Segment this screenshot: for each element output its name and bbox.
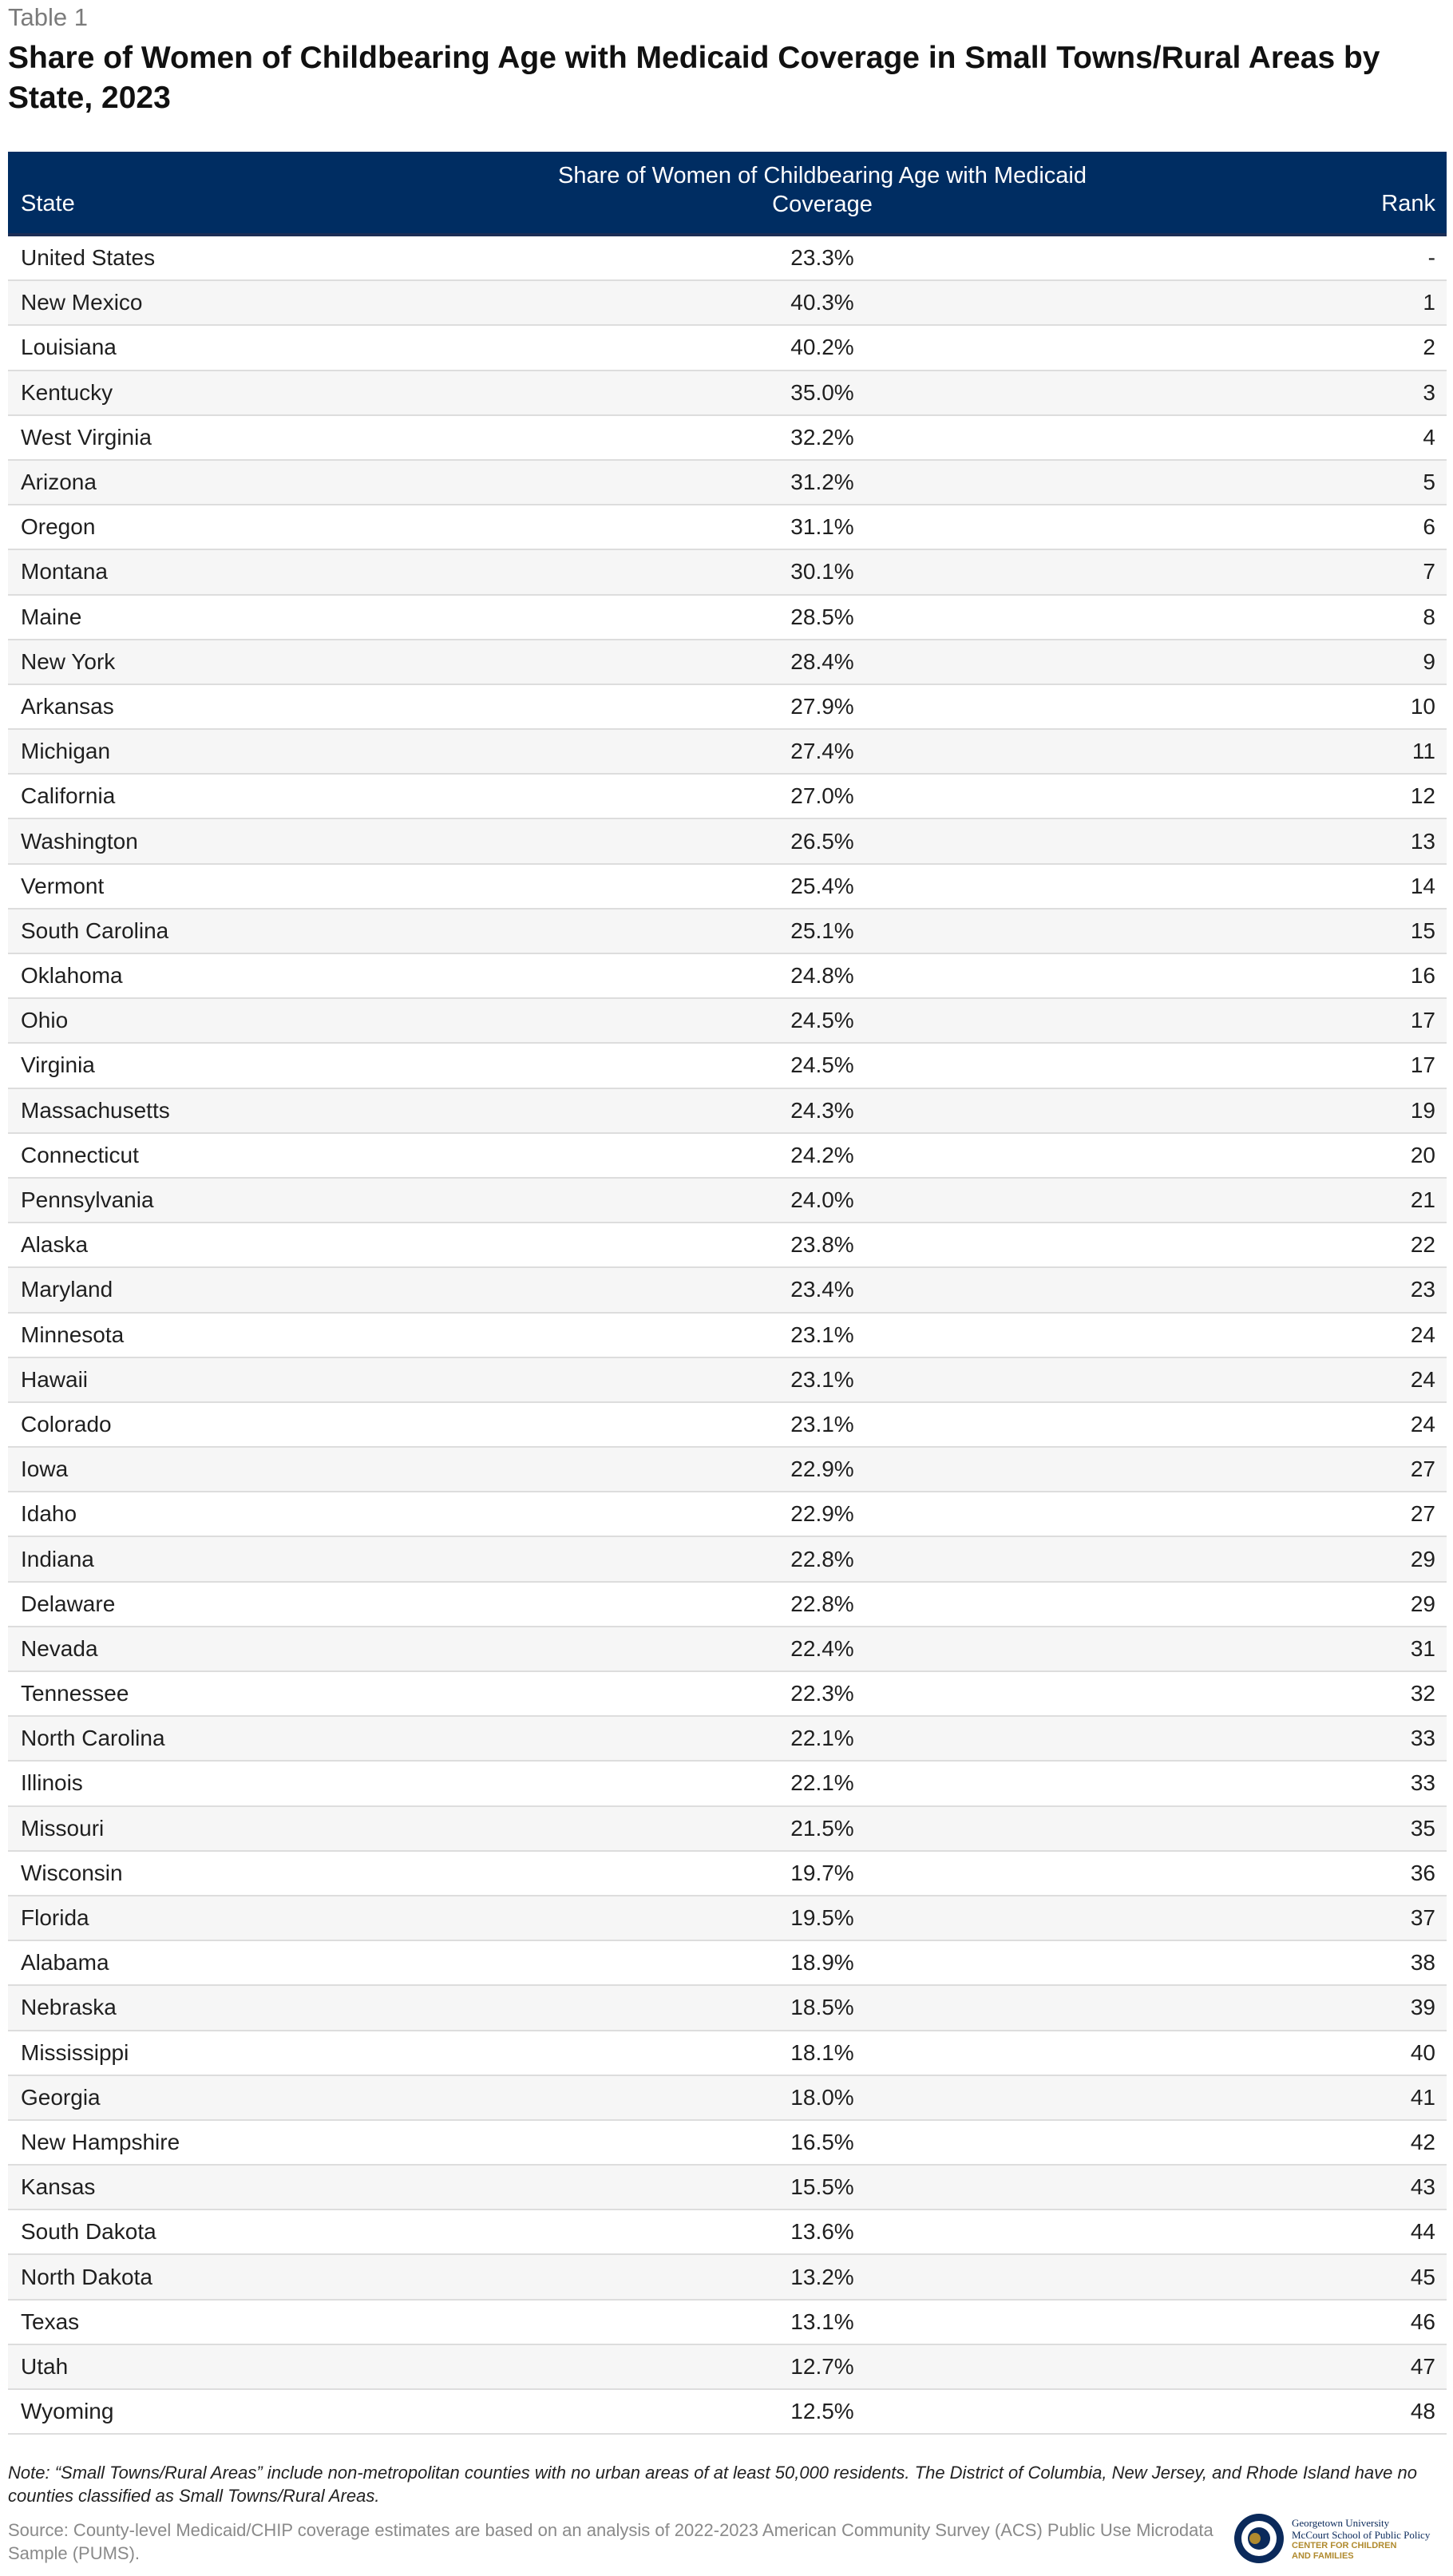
cell-rank: - <box>1427 245 1435 271</box>
column-header-rank: Rank <box>1381 191 1435 216</box>
cell-state: Hawaii <box>21 1366 89 1392</box>
cell-share: 30.1% <box>790 559 854 585</box>
table-row <box>8 1762 1447 1806</box>
cell-share: 28.4% <box>790 648 854 674</box>
cell-share: 13.1% <box>790 2308 854 2334</box>
cell-state: Arkansas <box>21 693 114 719</box>
cell-rank: 5 <box>1423 470 1435 495</box>
column-header-share: Share of Women of Childbearing Age with Medicaid Coverage <box>557 163 1087 217</box>
cell-rank: 27 <box>1410 1501 1435 1527</box>
table-row <box>8 1986 1447 2031</box>
cell-rank: 13 <box>1410 828 1435 854</box>
table-row <box>8 1403 1447 1448</box>
cell-share: 22.9% <box>790 1501 854 1527</box>
cell-rank: 17 <box>1410 1008 1435 1033</box>
cell-share: 24.8% <box>790 963 854 989</box>
cell-state: Minnesota <box>21 1322 125 1347</box>
cell-share: 24.5% <box>790 1052 854 1078</box>
table-row <box>8 1537 1447 1582</box>
table-row <box>8 640 1447 685</box>
cell-rank: 21 <box>1410 1187 1435 1213</box>
cell-rank: 20 <box>1410 1142 1435 1167</box>
table-body <box>8 236 1447 2435</box>
cell-rank: 7 <box>1423 559 1435 585</box>
cell-rank: 24 <box>1410 1322 1435 1347</box>
cell-rank: 4 <box>1423 424 1435 450</box>
cell-share: 22.1% <box>790 1726 854 1751</box>
cell-rank: 24 <box>1410 1411 1435 1437</box>
cell-share: 27.9% <box>790 693 854 719</box>
data-table <box>8 152 1447 2435</box>
table-row <box>8 1896 1447 1941</box>
cell-state: Wisconsin <box>21 1860 123 1885</box>
table-row <box>8 1941 1447 1986</box>
cell-share: 27.4% <box>790 739 854 764</box>
cell-rank: 43 <box>1410 2174 1435 2200</box>
table-source: Source: County-level Medicaid/CHIP coverage estimates are based on an analysis of 2022-2023 American Community Survey (ACS) Public Use Microdata Sample (PUMS). <box>8 2520 1213 2563</box>
cell-rank: 38 <box>1410 1950 1435 1976</box>
cell-state: Maine <box>21 604 82 629</box>
cell-state: New York <box>21 648 116 674</box>
cell-rank: 9 <box>1423 648 1435 674</box>
cell-state: Oregon <box>21 514 96 540</box>
cell-state: West Virginia <box>21 424 152 450</box>
cell-state: Louisiana <box>21 335 117 360</box>
cell-state: United States <box>21 245 156 271</box>
table-row <box>8 326 1447 371</box>
cell-share: 15.5% <box>790 2174 854 2200</box>
cell-state: Vermont <box>21 873 105 898</box>
logo-line-school: McCourt School of Public Policy <box>1292 2529 1431 2541</box>
cell-state: Indiana <box>21 1546 94 1571</box>
cell-share: 22.1% <box>790 1770 854 1796</box>
cell-share: 22.8% <box>790 1546 854 1571</box>
cell-share: 35.0% <box>790 379 854 405</box>
table-row <box>8 730 1447 775</box>
table-row <box>8 2390 1447 2435</box>
logo-line-university: Georgetown University <box>1292 2517 1390 2529</box>
cell-state: Nebraska <box>21 1995 117 2020</box>
cell-share: 25.1% <box>790 917 854 943</box>
cell-rank: 11 <box>1411 739 1435 764</box>
cell-share: 28.5% <box>790 604 854 629</box>
table-row <box>8 1314 1447 1358</box>
cell-rank: 33 <box>1410 1770 1435 1796</box>
cell-rank: 16 <box>1410 963 1435 989</box>
cell-state: Delaware <box>21 1591 116 1616</box>
table-row <box>8 281 1447 326</box>
cell-state: South Carolina <box>21 917 169 943</box>
cell-share: 23.4% <box>790 1277 854 1302</box>
cell-share: 16.5% <box>790 2129 854 2154</box>
table-row <box>8 819 1447 864</box>
cell-rank: 32 <box>1410 1681 1435 1706</box>
page-title: Share of Women of Childbearing Age with Medicaid Coverage in Small Towns/Rural Areas by State, 2023 <box>8 41 1380 115</box>
cell-state: Colorado <box>21 1411 112 1437</box>
cell-rank: 10 <box>1410 693 1435 719</box>
table-row <box>8 1717 1447 1762</box>
cell-state: Oklahoma <box>21 963 123 989</box>
cell-rank: 27 <box>1410 1456 1435 1482</box>
table-row <box>8 1358 1447 1403</box>
cell-share: 23.1% <box>790 1366 854 1392</box>
cell-rank: 29 <box>1410 1546 1435 1571</box>
cell-rank: 39 <box>1410 1995 1435 2020</box>
cell-rank: 35 <box>1410 1815 1435 1841</box>
table-row <box>8 685 1447 730</box>
cell-rank: 46 <box>1410 2308 1435 2334</box>
cell-rank: 22 <box>1410 1232 1435 1258</box>
table-row <box>8 2345 1447 2390</box>
cell-state: Illinois <box>21 1770 83 1796</box>
table-row <box>8 1852 1447 1896</box>
table-row <box>8 2210 1447 2255</box>
cell-state: Utah <box>21 2353 69 2379</box>
table-header <box>8 152 1447 236</box>
cell-share: 32.2% <box>790 424 854 450</box>
cell-share: 23.8% <box>790 1232 854 1258</box>
cell-share: 13.6% <box>790 2219 854 2245</box>
table-row <box>8 1672 1447 1717</box>
cell-state: California <box>21 783 116 809</box>
cell-rank: 40 <box>1410 2039 1435 2065</box>
logo-line-families: AND FAMILIES <box>1292 2551 1354 2561</box>
table-row <box>8 236 1447 281</box>
cell-share: 24.5% <box>790 1008 854 1033</box>
cell-state: Iowa <box>21 1456 69 1482</box>
cell-rank: 36 <box>1410 1860 1435 1885</box>
cell-rank: 33 <box>1410 1726 1435 1751</box>
cell-share: 26.5% <box>790 828 854 854</box>
cell-share: 24.3% <box>790 1097 854 1123</box>
cell-share: 12.7% <box>790 2353 854 2379</box>
cell-state: Kentucky <box>21 379 113 405</box>
cell-share: 22.4% <box>790 1635 854 1661</box>
cell-share: 25.4% <box>790 873 854 898</box>
table-row <box>8 1448 1447 1492</box>
table-row <box>8 1044 1447 1088</box>
table-row <box>8 1134 1447 1179</box>
cell-rank: 3 <box>1423 379 1435 405</box>
cell-state: Georgia <box>21 2084 101 2110</box>
cell-rank: 2 <box>1423 335 1435 360</box>
cell-rank: 15 <box>1410 917 1435 943</box>
table-row <box>8 2076 1447 2121</box>
cell-share: 23.3% <box>790 245 854 271</box>
cell-rank: 48 <box>1410 2399 1435 2424</box>
georgetown-logo <box>1233 2512 1448 2568</box>
table-row <box>8 2121 1447 2166</box>
table-row <box>8 416 1447 461</box>
cell-state: Montana <box>21 559 108 585</box>
cell-share: 22.8% <box>790 1591 854 1616</box>
cell-rank: 6 <box>1423 514 1435 540</box>
cell-state: Massachusetts <box>21 1097 170 1123</box>
university-seal-icon <box>1233 2512 1285 2565</box>
table-row <box>8 2301 1447 2345</box>
cell-rank: 44 <box>1410 2219 1435 2245</box>
cell-state: North Dakota <box>21 2264 152 2289</box>
cell-state: Connecticut <box>21 1142 139 1167</box>
cell-state: Missouri <box>21 1815 105 1841</box>
cell-state: Mississippi <box>21 2039 129 2065</box>
table-row <box>8 596 1447 640</box>
cell-state: Washington <box>21 828 138 854</box>
cell-state: Florida <box>21 1905 89 1931</box>
table-row <box>8 910 1447 954</box>
table-row <box>8 1179 1447 1223</box>
table-row <box>8 999 1447 1044</box>
cell-share: 24.0% <box>790 1187 854 1213</box>
table-row <box>8 1807 1447 1852</box>
cell-rank: 24 <box>1410 1366 1435 1392</box>
cell-state: North Carolina <box>21 1726 165 1751</box>
cell-state: Michigan <box>21 739 111 764</box>
cell-rank: 47 <box>1410 2353 1435 2379</box>
cell-share: 19.7% <box>790 1860 854 1885</box>
logo-line-center: CENTER FOR CHILDREN <box>1292 2541 1397 2550</box>
table-row <box>8 1089 1447 1134</box>
table-row <box>8 505 1447 550</box>
table-row <box>8 461 1447 505</box>
cell-rank: 23 <box>1410 1277 1435 1302</box>
cell-rank: 1 <box>1423 290 1435 315</box>
cell-share: 40.2% <box>790 335 854 360</box>
table-eyebrow: Table 1 <box>8 3 88 31</box>
cell-state: South Dakota <box>21 2219 156 2245</box>
table-row <box>8 2031 1447 2076</box>
cell-rank: 45 <box>1410 2264 1435 2289</box>
cell-state: Alabama <box>21 1950 109 1976</box>
cell-state: Wyoming <box>21 2399 114 2424</box>
table-row <box>8 1268 1447 1313</box>
table-row <box>8 1583 1447 1627</box>
table-row <box>8 865 1447 910</box>
table-note: Note: “Small Towns/Rural Areas” include non-metropolitan counties with no urban areas of at least 50,000 residents. The District of Columbia, New Jersey, and Rhode Island have no counties classified as Small Towns/Rural Areas. <box>8 2463 1417 2506</box>
cell-share: 21.5% <box>790 1815 854 1841</box>
cell-share: 22.3% <box>790 1681 854 1706</box>
cell-state: Virginia <box>21 1052 95 1078</box>
table-row <box>8 954 1447 999</box>
cell-state: Arizona <box>21 470 97 495</box>
column-header-state: State <box>21 191 75 216</box>
cell-share: 13.2% <box>790 2264 854 2289</box>
cell-share: 40.3% <box>790 290 854 315</box>
cell-share: 27.0% <box>790 783 854 809</box>
cell-state: Idaho <box>21 1501 77 1527</box>
cell-rank: 14 <box>1410 873 1435 898</box>
cell-state: Tennessee <box>21 1681 129 1706</box>
cell-share: 18.9% <box>790 1950 854 1976</box>
cell-state: New Hampshire <box>21 2129 180 2154</box>
table-row <box>8 1492 1447 1537</box>
cell-state: Texas <box>21 2308 80 2334</box>
cell-rank: 37 <box>1410 1905 1435 1931</box>
cell-rank: 17 <box>1410 1052 1435 1078</box>
cell-state: Nevada <box>21 1635 98 1661</box>
cell-share: 19.5% <box>790 1905 854 1931</box>
cell-share: 23.1% <box>790 1411 854 1437</box>
cell-share: 31.1% <box>790 514 854 540</box>
cell-state: New Mexico <box>21 290 143 315</box>
cell-share: 18.1% <box>790 2039 854 2065</box>
table-row <box>8 550 1447 595</box>
cell-share: 12.5% <box>790 2399 854 2424</box>
table-row <box>8 1223 1447 1268</box>
cell-share: 22.9% <box>790 1456 854 1482</box>
cell-rank: 29 <box>1410 1591 1435 1616</box>
table-row <box>8 371 1447 416</box>
cell-share: 23.1% <box>790 1322 854 1347</box>
cell-rank: 41 <box>1410 2084 1435 2110</box>
table-row <box>8 1627 1447 1672</box>
cell-rank: 19 <box>1410 1097 1435 1123</box>
cell-state: Ohio <box>21 1008 69 1033</box>
cell-state: Alaska <box>21 1232 89 1258</box>
cell-rank: 8 <box>1423 604 1435 629</box>
cell-state: Pennsylvania <box>21 1187 154 1213</box>
table-row <box>8 2255 1447 2300</box>
cell-state: Kansas <box>21 2174 96 2200</box>
cell-rank: 12 <box>1410 783 1435 809</box>
cell-rank: 42 <box>1410 2129 1435 2154</box>
cell-share: 31.2% <box>790 470 854 495</box>
table-row <box>8 2166 1447 2210</box>
cell-rank: 31 <box>1410 1635 1435 1661</box>
cell-share: 18.0% <box>790 2084 854 2110</box>
cell-state: Maryland <box>21 1277 113 1302</box>
cell-share: 18.5% <box>790 1995 854 2020</box>
table-row <box>8 775 1447 819</box>
cell-share: 24.2% <box>790 1142 854 1167</box>
